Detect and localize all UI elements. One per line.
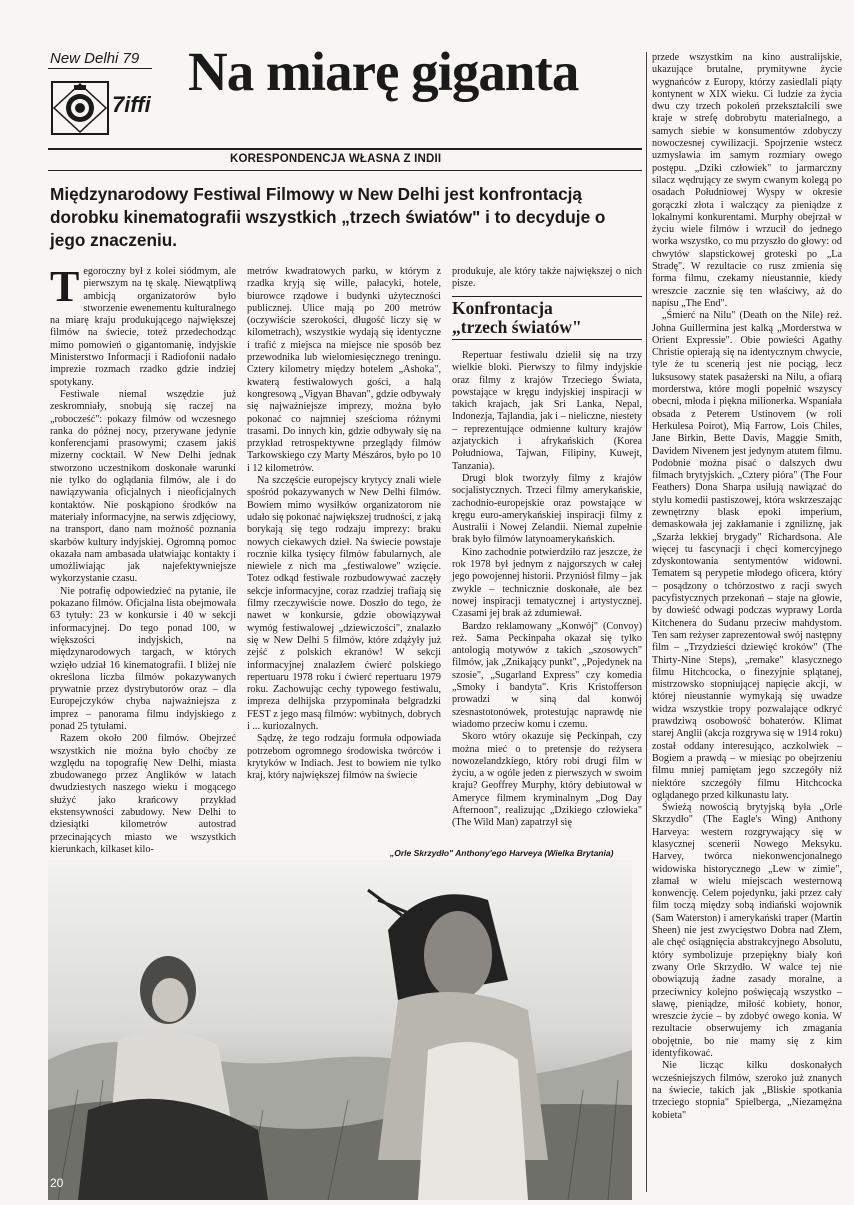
festival-logo-icon	[50, 80, 110, 136]
article-title: Na miarę giganta	[188, 41, 579, 102]
paragraph: metrów kwadratowych parku, w którym z rzadka kryją się wille, pałacyki, hotele, biurowce rządowe i budynki użyteczności publicznej. Ulice mają po 200 metrów (oczywiście szerokości, długość liczy się w kilometrach), wszystkie wydają się identyczne i trafić z miejsca na miejsce nie sposób bez przewodnika lub wielomiesięcznego treningu. Cztery kilometry między hotelem „Ashoka", kwaterą festiwalowych gości, a halą kongresową „Vigyan Bhavan", gdzie odbywały się najważniejsze imprezy, można było pokonać co najmniej sześcioma różnymi trasami. Do innych kin, gdzie odbywały się na przykład retrospektywne przeglądy filmów Tarkowskiego czy Marty Mészáros, było po 10 i 12 kilometrów.	[247, 266, 441, 474]
header-rule	[48, 148, 642, 150]
paragraph: przede wszystkim na kino australijskie, ukazujące brutalne, prymitywne życie wygnańców z Europy, którzy zasiedlali piąty kontynent w XIX wieku. Ci ludzie za życia dwu czy trzech pokoleń przekształcili swe kraje w strefę dobrobytu materialnego, a samych siebie w konsumentów zdobyczy nowoczesnej cywilizacji. Spojrzenie wstecz uzmysławia im samym rozmiary owego postępu. „Dziki człowiek" to jarmarczny silacz wędrujący ze swym cwanym kolegą po osadach Południowej Wyspy w okresie gorączki złota i walczący za pieniądze z lokalnymi konkurentami. Murphy obejrzał w życiu wiele filmów i wrzucił do jednego worka wszystko, co mu przyszło do głowy: od chwytów slapstickowej groteski po „La Stradę". W rezultacie co rusz zmienia się forma filmu, czekamy nieustannie, kiedy wreszcie zacznie się ten właściwy, aż do napisu „The End".	[652, 52, 842, 309]
paragraph: Nie licząc kilku doskonałych wcześniejszych filmów, szeroko już znanych na świecie, takich jak „Bliskie spotkania trzeciego stopnia" Spielberga, „Niezamężna kobieta"	[652, 1060, 842, 1121]
section-heading-line: „trzech światów"	[452, 316, 582, 337]
paragraph: Na szczęście europejscy krytycy znali wiele spośród pokazywanych w New Delhi filmów. Bowiem mimo wysiłków organizatorom nie udało się pokonać największej trudności, z jaką borykają się tego rodzaju imprezy: braku nowych ciekawych dzieł. Na świecie powstaje rocznie kilka tysięcy filmów fabularnych, ale niewiele z nich ma „festiwalowe" wzięcie. Totez odkąd festiwale rozbudowywać zaczęły sekcje informacyjne, coraz rzadziej trafiają się filmy rzeczywiście nowe. Doszło do tego, że nawet w konkursie, gdzie obowiązywał wymóg festiwalowej „dziewiczości", znalazło się w New Delhi 5 filmów, które zdążyły już zejść z polskich ekranów! W sekcji informacyjnej znalazłem ćwierć polskiego repertuaru 1978 roku i ćwierć repertuaru 1979 roku. Zachowując cechy typowego festiwalu, impreza delhijska przypominała belgradzki FEST z jego masą filmów: wybitnych, dobrych i ... kuriozalnych.	[247, 475, 441, 732]
paragraph: Świeżą nowością brytyjską była „Orle Skrzydło" (The Eagle's Wing) Anthony Harveya: western rozgrywający się w klasycznej scenerii Nowego Meksyku. Harvey, twórca niekonwencjonalnego widowiska historycznego „Lew w zimie", złamał w wielu miejscach westernową konwencję. Celem pojedynku, jaki przez cały film toczą między sobą indiański wojownik (Sam Waterston) i amerykański traper (Martin Sheen) nie jest zwycięstwo Dobra nad Złem, ale chęć osiągnięcia abstrakcyjnego Absolutu, który symbolizuje przepiękny biały koń zwany Orle Skrzydło. W walce tej nie obowiązują żadne zasady moralne, a przeciwnicy kolejno poświęcają wszystko – sławę, pieniądze, miłość kobiety, honor, wreszcie życie – by zdobyć owego konia. W rezultacie obserwujemy ich zmagania obojętnie, bo nie mamy się z kim identyfikować.	[652, 802, 842, 1060]
section-heading-line: Konfrontacja	[452, 298, 553, 318]
paragraph: Nie potrafię odpowiedzieć na pytanie, ile pokazano filmów. Oficjalna lista obejmowała 63 tytuły: 23 w konkursie i 40 w sekcji informacyjnej. Do tego ponad 100, w większości indyjskich, na międzynarodowych targach, w których wzięło udział 16 kinematografii. I bliżej nie określona liczba filmów pokazywanych prywatnie przez dystrybutorów oraz – dla Europejczyków chyba najważniejsza z imprez – panorama filmu indyjskiego z ponad 25 tytułami.	[50, 585, 236, 732]
paragraph: Bardzo reklamowany „Konwój" (Convoy) reż. Sama Peckinpaha okazał się tylko antologią motywów z takich „szosowych" filmów, jak „Znikający punkt", „Pojedynek na szosie", „Sugarland Express" czy komedia „Smoky i bandyta". Kris Kristofferson prowadzi w siną dal konwój szesnastotonówek, protestując naprawdę nie wiadomo przeciw komu i czemu.	[452, 620, 642, 730]
lead-paragraph: Międzynarodowy Festiwal Filmowy w New Delhi jest konfrontacją dorobku kinematografii wszystkich „trzech światów" i to decyduje o jego znaczeniu.	[50, 184, 606, 250]
paragraph: Repertuar festiwalu dzielił się na trzy wielkie bloki. Pierwszy to filmy indyjskie oraz filmy z krajów Trzeciego Świata, powstające w kręgu indyjskiej inspiracji w takich krajach, jak Sri Lanka, Nepal, Indonezja, Tajlandia, jak i – nieliczne, niestety – reprezentujące odmienne kultury krajów azjatyckich i afrykańskich (Korea Południowa, Tajwan, Filipiny, Kuwejt, Tanzania).	[452, 350, 642, 472]
logo-text: 7iffi	[112, 92, 151, 117]
column-4	[652, 52, 842, 1182]
column-2	[247, 266, 441, 848]
paragraph: egoroczny był z kolei siódmym, ale pierwszym na tę skalę. Niewątpliwą ambicją organizatorów było stworzenie ewenementu kulturalnego na miarę kraju produkującego największej filmów na świecie, toteż przedechodząc mimo pomowień o gigantomanię, indyjskie Ministerstwo Informacji i Radiofonii nadało imprezie rozmach rzadko gdzie indziej spotykany.	[50, 266, 236, 388]
paragraph: „Śmierć na Nilu" (Death on the Nile) reż. Johna Guillermina jest kalką „Morderstwa w Orient Expressie". Obie powieści Agathy Christie opierają się na identycznym chwycie, tyle że tu scenerią jest nie pociąg, lecz luksusowy statek pasażerski na Nilu, a ofiarą morderstwa, które mogli popełnić wszyscy obecni, młoda i piękna milionerka. Wspaniała obsada z Peterem Ustinovem (w roli Herkulesa Poirot), Mią Farrow, Lois Chiles, Jane Birkin, Bette Davis, Maggie Smith, Davidem Nivenem jest jedynym atutem filmu. Podobnie można pisać o dalszych dwu filmach brytyjskich. „Cztery pióra" (The Four Feathers) Dona Sharpa usiłują nawiązać do stylu komedii pastiszowej, która wskrzeszając zewnętrzny blask epoki imperium, demaskowała jej zakłamanie i zgniliznę, jak „Szarża lekkiej brygady" Richardsona. Ale więcej tu fascynacji i chęci komercyjnego zdyskontowania sentymentów widowni. Tematem są perypetie młodego oficera, który – posądzony o tchórzostwo z racji swych pacyfistycznych przekonań – staje na głowie, by dowieść odwagi podczas wyprawy Lorda Kitchenera do Sudanu przeciw mahdystom. Ten sam reżyser zaprezentował swój następny film – „Trzydzieści dziewięć kroków" (The Thirty-Nine Steps), „remake" klasycznego filmu Hitchcocka, o finezyjnie splątanej, mistrzowsko stopniującej napięcie akcji, w której nieustannie wymykają się uwadze widza wszystkie tropy pozwalające odkryć prawdziwą osobowość bohaterów. Klimat starej Anglii (akcja rozgrywa się w 1914 roku) został oddany interesująco, aczkolwiek – Bogiem a prawdą – w miesiąc po obejrzeniu filmu mniej pamiętam jego szczegóły niż niektóre szczegóły filmu Hitchcocka oglądanego przed kilkunastu laty.	[652, 310, 842, 801]
paragraph: Drugi blok tworzyły filmy z krajów socjalistycznych. Trzeci filmy amerykańskie, zachodnio-europejskie oraz powstające w kręgu euro-amerykańskiej inspiracji filmy z Australii i Nowej Zelandii. Niemal zupełnie brak było filmów latynoamerykańskich.	[452, 472, 642, 546]
section-heading	[452, 296, 642, 340]
paragraph: Sądzę, że tego rodzaju formuła odpowiada potrzebom ogromnego środowiska twórców i krytyków w Indiach. Jest to bowiem nie tylko kraj, który największej filmów na świecie	[247, 733, 441, 782]
column-1	[50, 262, 236, 855]
page-number: 20	[50, 1176, 64, 1190]
film-still-photo	[48, 860, 632, 1200]
kicker-rule	[48, 68, 152, 69]
column-3-top	[452, 266, 642, 292]
paragraph: Kino zachodnie potwierdziło raz jeszcze, że rok 1978 był jednym z najgorszych w całej jego powojennej historii. Przyniósł filmy – jak zwykle – technicznie doskonałe, ale bez nowej inspiracji tematycznej i artystycznej. Czasami jej brak aż zdumiewał.	[452, 546, 642, 620]
section-kicker: New Delhi 79	[50, 50, 140, 67]
subhead-rule	[48, 170, 642, 171]
paragraph: Festiwale niemal wszędzie już zeskromniały, snobują się raczej na „robocześć": pokazy filmów od wczesnego ranka do późnej nocy, przerywane jedynie konferencjami prasowymi; czasem jakiś mizerny cocktail. W New Delhi jednak stworzono uczestnikom doskonałe warunki nie tylko do oglądania filmów, ale i do nawiązywania oficjalnych i nieoficjalnych kontaktów. Nie poskąpiono środków na materiały informacyjne, na serwis zdjęciowy, na transport, dano nam możność poznania skarbów kultury indyjskiej. Ogromną pomoc okazała nam ambasada ułatwiając kontakty i umożliwiając jak najefektywniejsze wykorzystanie czasu.	[50, 388, 236, 585]
column-divider	[646, 52, 647, 1192]
paragraph: Razem około 200 filmów. Obejrzeć wszystkich nie można było choćby ze względu na topografię New Delhi, miasta zbudowanego przez Anglików w latach dwudziestych naszego wieku i mogącego służyć jako krańcowy przykład ekstensywności zabudowy. New Delhi to dziesiątki kilometrów autostrad przecinających miasto we wszystkich kierunkach, kilkaset kilo-	[50, 733, 236, 855]
photo-caption: „Orle Skrzydło" Anthony'ego Harveya (Wielka Brytania)	[390, 848, 614, 858]
paragraph: Skoro wtóry okazuje się Peckinpah, czy można mieć o to pretensje do reżysera nowozelandzkiego, który robi drugi film w życiu, a w ogóle jeden z pierwszych w swoim kraju? Geoffrey Murphy, który debiutował w Ameryce filmem kryminalnym „Dog Day Afternoon", realizując „Dzikiego człowieka" (The Wild Man) zapatrzył się	[452, 731, 642, 829]
paragraph: produkuje, ale który także największej o nich pisze.	[452, 266, 642, 290]
column-3	[452, 350, 642, 848]
drop-cap: T	[50, 262, 80, 311]
subhead: KORESPONDENCJA WŁASNA Z INDII	[230, 153, 442, 165]
